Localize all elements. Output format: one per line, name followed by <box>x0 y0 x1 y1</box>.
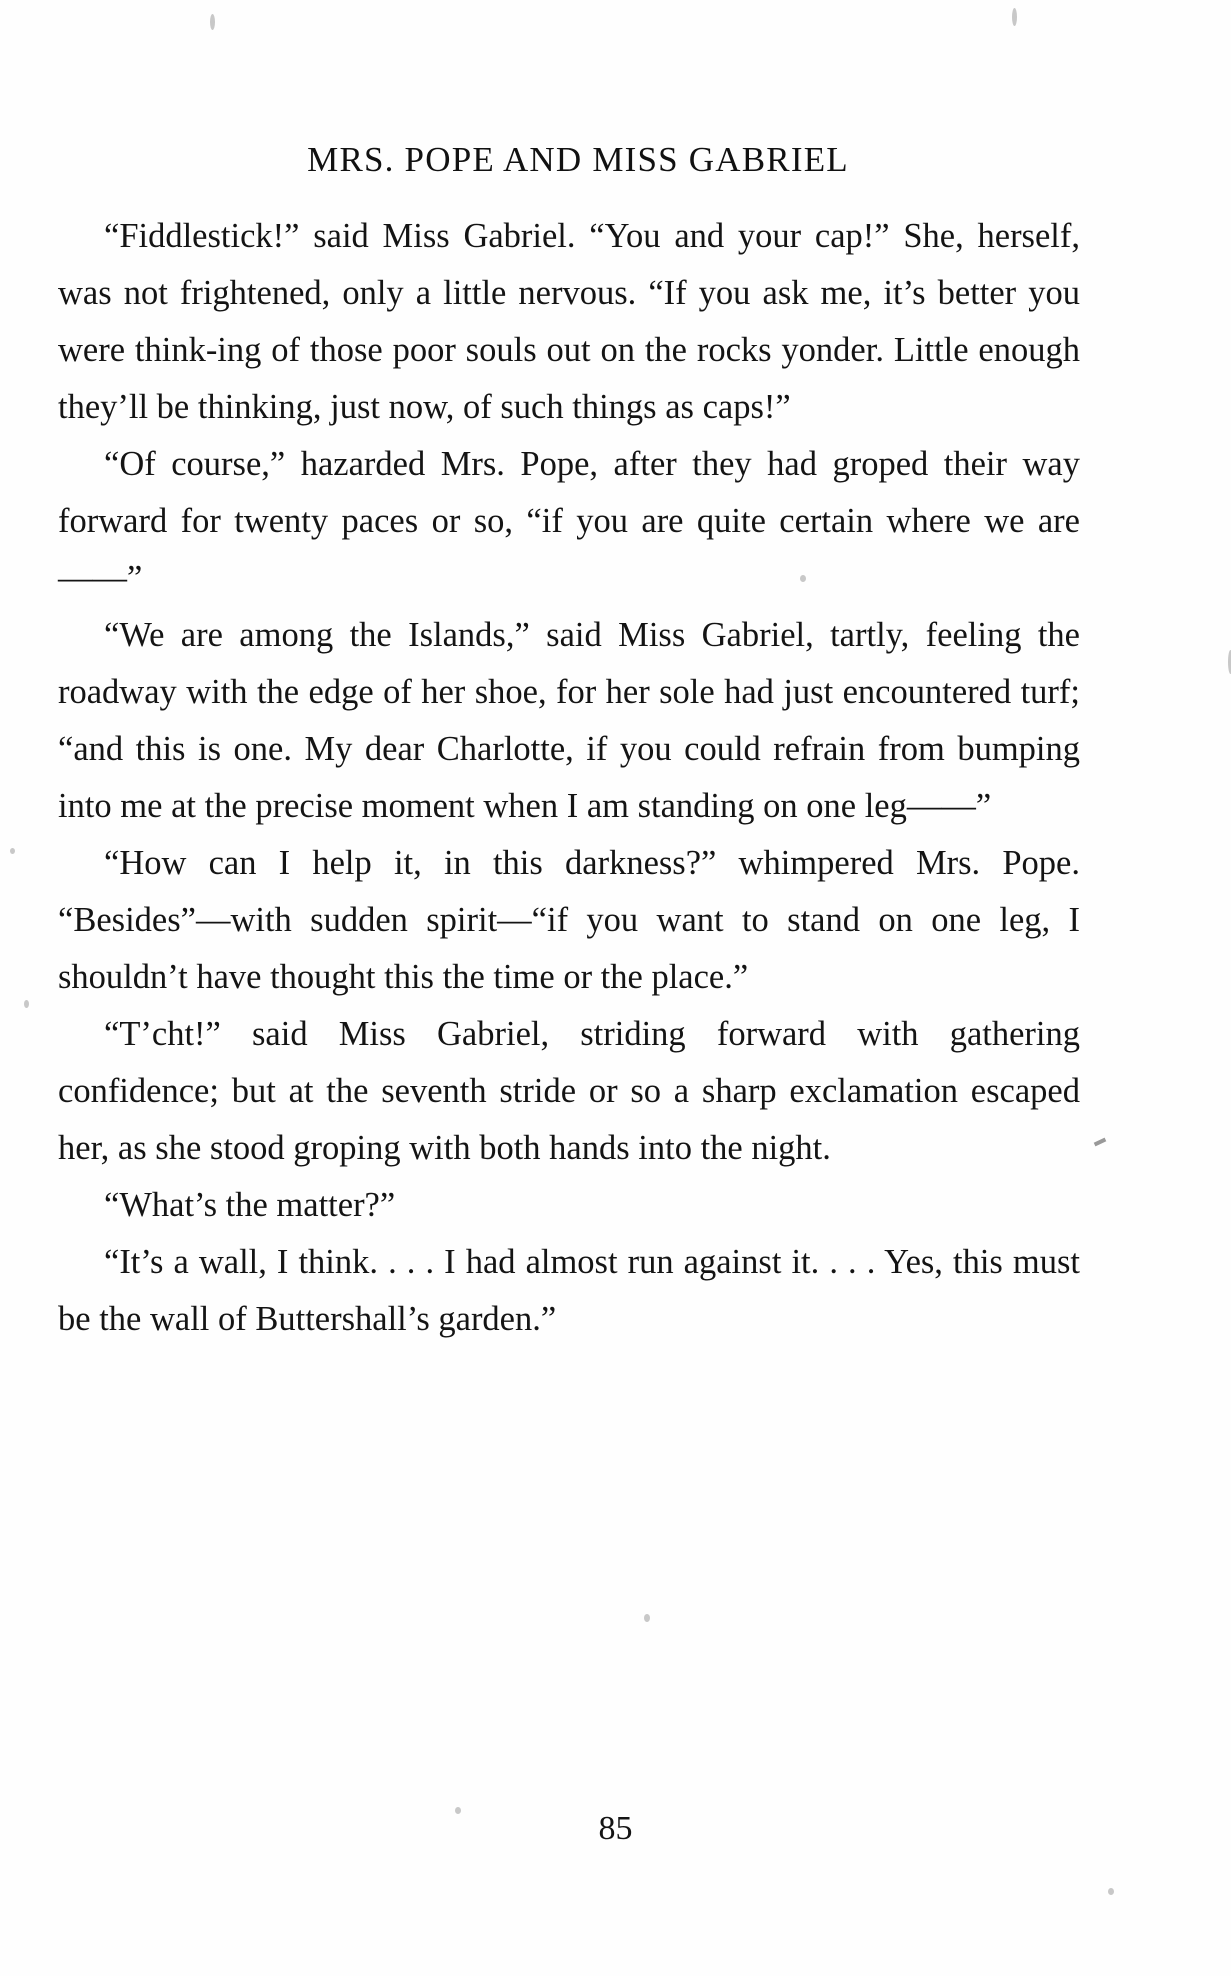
body-paragraph: “Fiddlestick!” said Miss Gabriel. “You and your cap!” She, herself, was not frightened, only a little nervous. “If you ask me, it’s better you were think-ing of those poor souls out on the rocks yonder. Little enough they’ll be thinking, just now, of such things as caps!” <box>58 217 1080 426</box>
scan-mark <box>1094 1138 1107 1147</box>
body-paragraph: “What’s the matter?” <box>104 1186 396 1224</box>
scan-speck <box>10 848 15 854</box>
body-paragraph: “Of course,” hazarded Mrs. Pope, after they had groped their way forward for twenty paces or so, “if you are quite certain where we are——” <box>58 445 1080 597</box>
body-paragraph: “It’s a wall, I think. . . . I had almost run against it. . . . Yes, this must be the wall of Buttershall’s garden.” <box>58 1243 1080 1338</box>
body-paragraph: “We are among the Islands,” said Miss Gabriel, tartly, feeling the roadway with the edge of her shoe, for her sole had just encountered turf; “and this is one. My dear Charlotte, if you could refrain from bumping into me at the precise moment when I am standing on one leg——” <box>58 616 1080 825</box>
body-paragraph: “How can I help it, in this darkness?” whimpered Mrs. Pope. “Besides”—with sudden spirit—“if you want to stand on one leg, I shouldn’t have thought this the time or the place.” <box>58 844 1080 996</box>
running-head: MRS. POPE AND MISS GABRIEL <box>307 140 849 179</box>
scan-speck <box>1012 8 1017 26</box>
scan-speck <box>1108 1888 1114 1895</box>
scan-speck <box>24 1000 29 1008</box>
body-paragraph: “T’cht!” said Miss Gabriel, striding forward with gathering confidence; but at the seventh stride or so a sharp exclamation escaped her, as she stood groping with both hands into the night. <box>58 1015 1080 1167</box>
scan-speck <box>210 14 215 30</box>
page-number: 85 <box>598 1810 633 1847</box>
page-body <box>58 140 1080 1348</box>
scan-speck <box>644 1614 650 1622</box>
